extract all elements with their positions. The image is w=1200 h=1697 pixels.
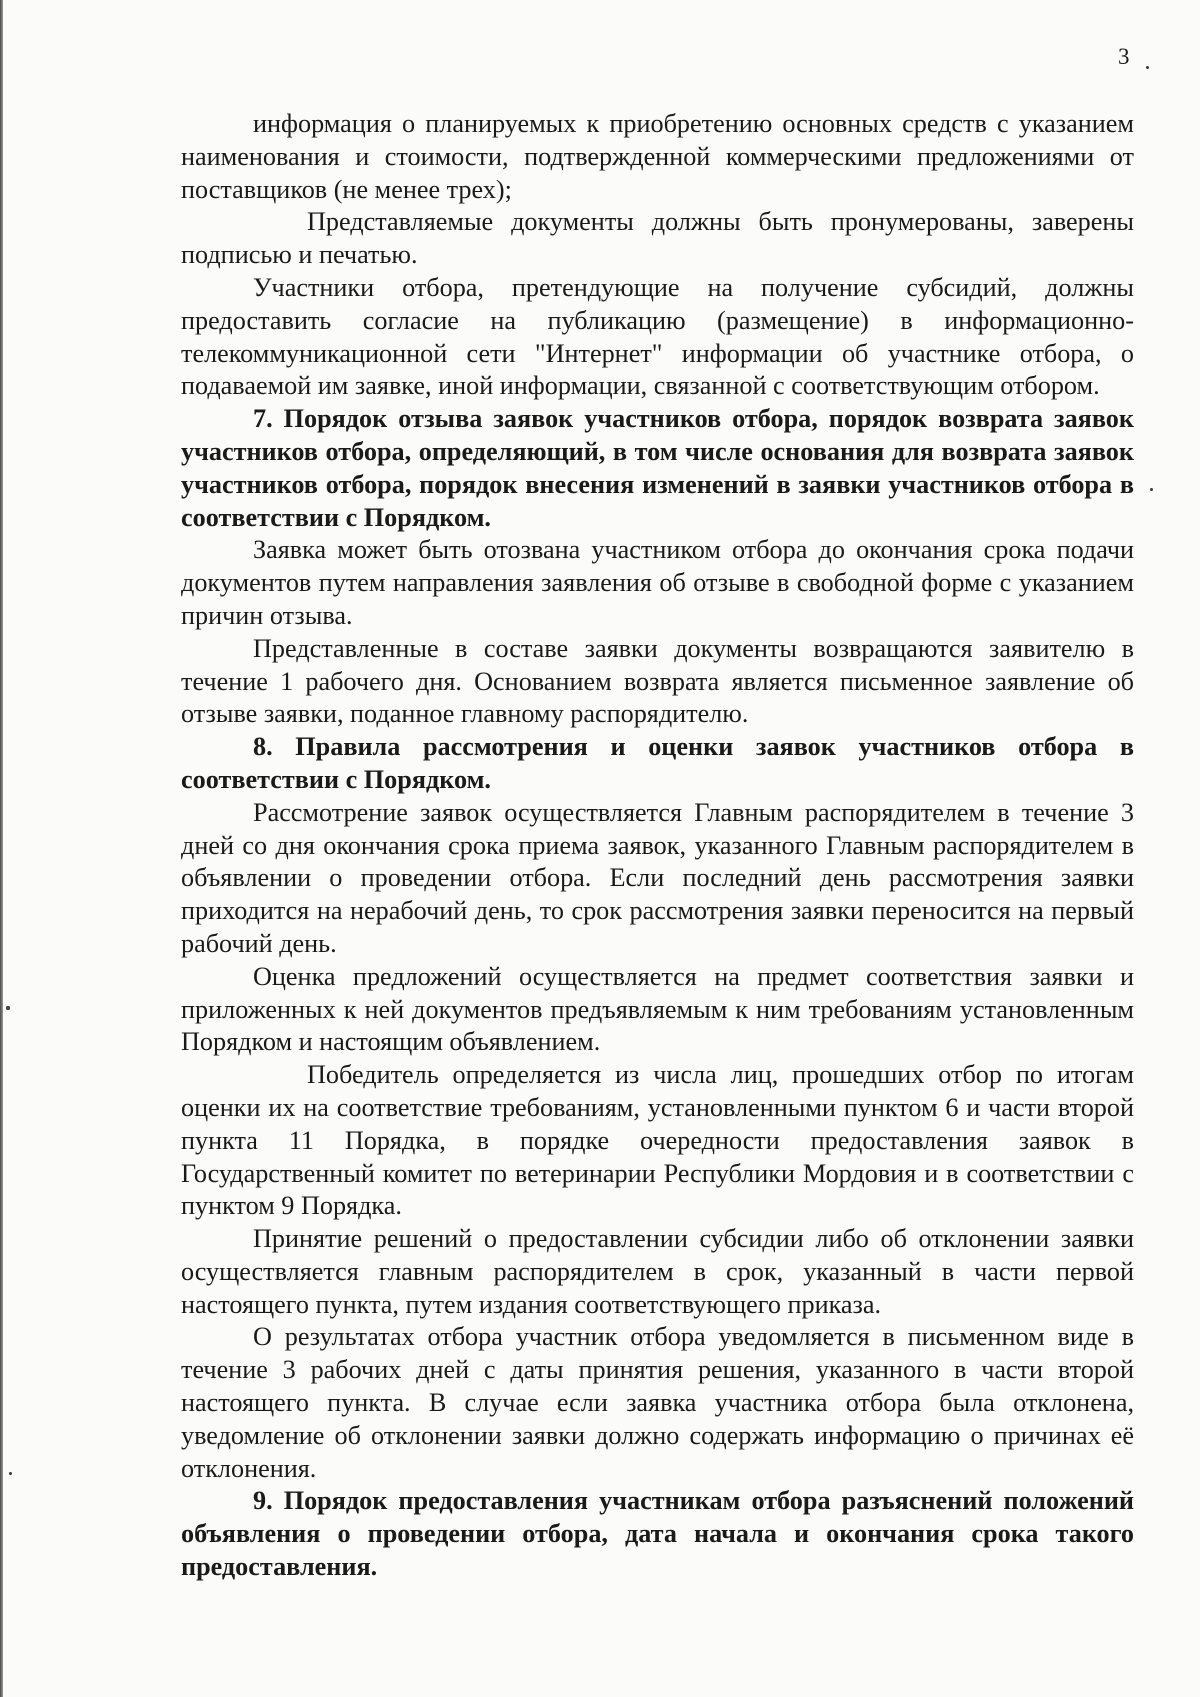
paragraph-review-period: Рассмотрение заявок осуществляется Главным распорядителем в течение 3 дней со дня окончания срока приема заявок, указанного Главным распорядителем в объявлении о проведении отбора. Если последний день рассмотрения заявки приходится на нерабочий день, то срок рассмотрения заявки переносится на первый рабочий день. (181, 797, 1134, 958)
paragraph-winner: Победитель определяется из числа лиц, прошедших отбор по итогам оценки их на соответствие требованиям, установленными пунктом 6 и части второй пункта 11 Порядка, в порядке очередности предоставления заявок в Государственный комитет по ветеринарии Республики Мордовия и в соответствии с пунктом 9 Порядка. (181, 1060, 1134, 1221)
page-number: 3 (1118, 44, 1130, 69)
paragraph-documents-certified: Представляемые документы должны быть пронумерованы, заверены подписью и печатью. (181, 207, 1134, 270)
paragraph-return-documents: Представленные в составе заявки документы возвращаются заявителю в течение 1 рабочего дня. Основанием возврата является письменное заявление об отзыве заявки, поданное главному распорядителю. (181, 633, 1134, 729)
scan-speck (6, 1006, 10, 1010)
paragraph-evaluation: Оценка предложений осуществляется на предмет соответствия заявки и приложенных к ней документов предъявляемым к ним требованиям установленным Порядком и настоящим объявлением. (181, 961, 1134, 1057)
section-heading-8: 8. Правила рассмотрения и оценки заявок участников отбора в соответствии с Порядком. (181, 732, 1134, 794)
paragraph-withdrawal: Заявка может быть отозвана участником отбора до окончания срока подачи документов путем направления заявления об отзыве в свободной форме с указанием причин отзыва. (181, 535, 1134, 630)
scan-speck (1146, 66, 1149, 69)
paragraph-decision: Принятие решений о предоставлении субсидии либо об отклонении заявки осуществляется главным распорядителем в срок, указанный в части первой настоящего пункта, путем издания соответствующего приказа. (181, 1224, 1134, 1319)
scan-speck (9, 1472, 12, 1475)
paragraph-notification: О результатах отбора участник отбора уведомляется в письменном виде в течение 3 рабочих дней с даты принятия решения, указанного в части второй настоящего пункта. В случае если заявка участника отбора была отклонена, уведомление об отклонении заявки должно содержать информацию о причинах её отклонения. (181, 1322, 1134, 1483)
paragraph-equipment-info: информация о планируемых к приобретению основных средств с указанием наименования и стоимости, подтвержденной коммерческими предложениями от поставщиков (не менее трех); (181, 109, 1134, 204)
paragraph-publication-consent: Участники отбора, претендующие на получение субсидий, должны предоставить согласие на публикацию (размещение) в информационно-телекоммуникационной сети "Интернет" информации об участнике отбора, о подаваемой им заявке, иной информации, связанной с соответствующим отбором. (181, 272, 1134, 401)
section-heading-9: 9. Порядок предоставления участникам отбора разъяснений положений объявления о проведении отбора, дата начала и окончания срока такого предоставления. (181, 1486, 1134, 1582)
document-body (181, 108, 1134, 1584)
section-heading-7: 7. Порядок отзыва заявок участников отбора, порядок возврата заявок участников отбора, определяющий, в том числе основания для возврата заявок участников отбора, порядок внесения изменений в заявки участников отбора в соответствии с Порядком. (181, 404, 1134, 532)
scan-speck (1150, 488, 1153, 491)
scan-left-edge (0, 0, 3, 1697)
